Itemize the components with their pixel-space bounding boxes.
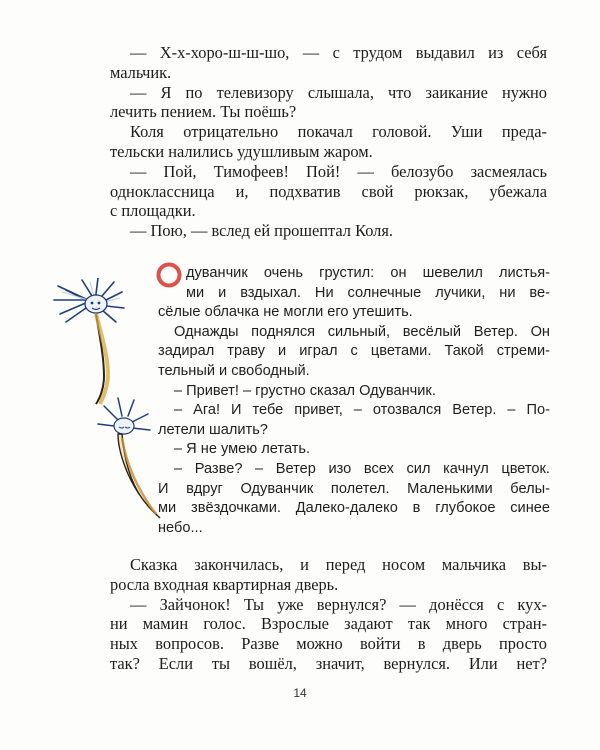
text-line: задирал траву и играл с цветами. Такой стреми- bbox=[158, 343, 550, 360]
dandelion-icon bbox=[52, 278, 162, 528]
text-line: тельски налились удушливым жаром. bbox=[110, 141, 373, 161]
dialogue-top bbox=[110, 43, 547, 241]
text-line: с площадки. bbox=[110, 201, 196, 221]
text-line: — Пой, Тимофеев! Пой! — белозубо засмеялась bbox=[130, 161, 547, 181]
dandelion-illustration bbox=[52, 278, 162, 528]
text-line: лечить пением. Ты поёшь? bbox=[110, 102, 297, 122]
text-line: ни мамин голос. Взрослые задают так много стран- bbox=[110, 614, 547, 634]
text-line: Однажды поднялся сильный, весёлый Ветер. Он bbox=[174, 323, 550, 340]
text-line: – Привет! – грустно сказал Одуванчик. bbox=[174, 382, 436, 399]
text-line: ных вопросов. Разве можно войти в дверь просто bbox=[110, 634, 547, 654]
text-line: – Разве? – Ветер изо всех сил качнул цветок. bbox=[174, 460, 550, 477]
text-line: – Я не умею летать. bbox=[174, 441, 311, 458]
drop-cap-o-icon bbox=[155, 260, 183, 288]
text-line: росла входная квартирная дверь. bbox=[110, 574, 339, 594]
drop-cap bbox=[155, 260, 183, 288]
text-line: сёлые облачка не могли его утешить. bbox=[158, 304, 413, 321]
text-line: небо... bbox=[158, 519, 203, 536]
text-line: мальчик. bbox=[110, 62, 172, 82]
text-line: так? Если ты вошёл, значит, вернулся. Или нет? bbox=[110, 653, 547, 673]
text-line: — Зайчонок! Ты уже вернулся? — донёсся с кух- bbox=[130, 594, 547, 614]
text-line: дуванчик очень грустил: он шевелил листья- bbox=[186, 265, 550, 281]
text-line: ми звёздочками. Далеко-далеко в глубокое синее bbox=[158, 500, 550, 517]
text-line: — Я по телевизору слышала, что заикание нужно bbox=[130, 82, 547, 102]
dialogue-bottom bbox=[110, 555, 547, 674]
text-line: — Пою, — вслед ей прошептал Коля. bbox=[130, 221, 393, 241]
text-line: — Х-х-хоро-ш-ш-шо, — с трудом выдавил из себя bbox=[130, 43, 547, 62]
text-line: Коля отрицательно покачал головой. Уши преда- bbox=[130, 122, 547, 142]
text-line: И вдруг Одуванчик полетел. Маленькими белы- bbox=[158, 480, 550, 497]
text-line: ми и вздыхал. Ни солнечные лучики, ни ве- bbox=[186, 284, 550, 301]
fairy-tale bbox=[158, 264, 550, 538]
text-line: летели шалить? bbox=[158, 421, 268, 438]
text-line: одноклассница и, подхватив свой рюкзак, убежала bbox=[110, 181, 547, 201]
text-line: – Ага! И тебе привет, – отозвался Ветер. – По- bbox=[174, 402, 550, 419]
page-number: 14 bbox=[293, 686, 307, 700]
text-line: Сказка закончилась, и перед носом мальчика вы- bbox=[130, 555, 547, 574]
text-line: тельный и свободный. bbox=[158, 362, 310, 379]
